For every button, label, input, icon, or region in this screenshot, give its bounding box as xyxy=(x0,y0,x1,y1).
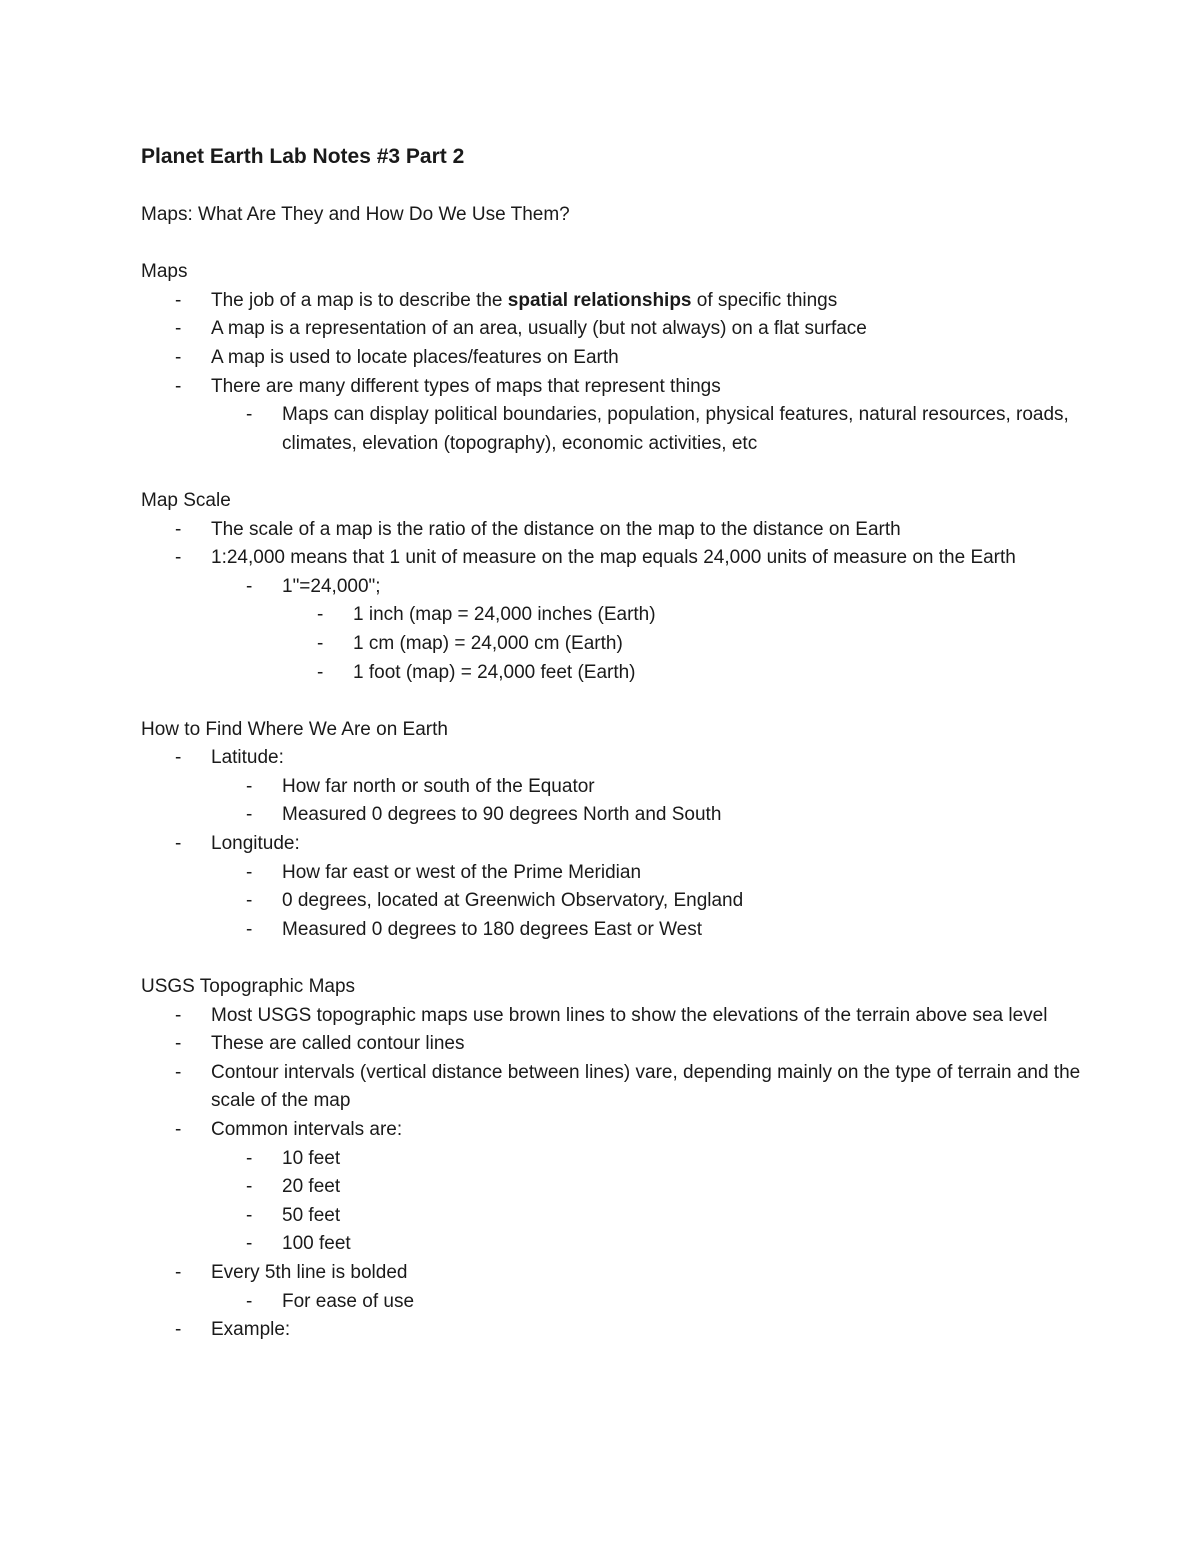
item-text: There are many different types of maps that represent things xyxy=(211,375,721,397)
list-item xyxy=(141,1030,1081,1059)
intervals-sublist xyxy=(141,1145,1081,1259)
item-text: Common intervals are: xyxy=(211,1119,403,1140)
list-item xyxy=(141,659,1081,688)
item-text: 1 cm (map) = 24,000 cm (Earth) xyxy=(353,632,623,654)
item-text: 1:24,000 means that 1 unit of measure on the map equals 24,000 units of measure on the Earth xyxy=(211,547,1016,569)
bullet-dash: - xyxy=(246,890,253,912)
list-item xyxy=(141,1316,1081,1345)
list-item xyxy=(141,315,1081,344)
item-text: 10 feet xyxy=(282,1147,341,1169)
item-text: 1"=24,000"; xyxy=(282,575,381,597)
bullet-dash: - xyxy=(175,1261,182,1283)
item-text: Most USGS topographic maps use brown lines to show the elevations of the terrain above sea level xyxy=(211,1004,1048,1026)
bullet-dash: - xyxy=(246,404,253,426)
bullet-dash: - xyxy=(175,289,182,311)
location-list xyxy=(141,744,1081,773)
maps-sublist xyxy=(141,401,1081,458)
item-text: 20 feet xyxy=(282,1176,341,1198)
list-item xyxy=(141,1259,1081,1288)
section-location xyxy=(141,716,1081,945)
bullet-dash: - xyxy=(175,518,182,540)
bullet-dash: - xyxy=(175,833,182,855)
list-item xyxy=(141,601,1081,630)
bullet-dash: - xyxy=(175,1004,182,1026)
bullet-dash: - xyxy=(175,1061,182,1083)
item-text: Example: xyxy=(211,1319,291,1341)
scale-subsublist xyxy=(141,601,1081,687)
latitude-sublist xyxy=(141,773,1081,830)
list-item xyxy=(141,573,1081,602)
bullet-dash: - xyxy=(175,346,182,368)
maps-list xyxy=(141,287,1081,401)
section-usgs xyxy=(141,973,1081,1345)
list-item xyxy=(141,1288,1081,1317)
list-item xyxy=(141,916,1081,945)
item-text: For ease of use xyxy=(282,1290,415,1312)
usgs-list xyxy=(141,1002,1081,1145)
item-text: 1 foot (map) = 24,000 feet (Earth) xyxy=(353,661,636,683)
bullet-dash: - xyxy=(317,632,324,654)
item-text: The job of a map is to describe the xyxy=(211,289,508,311)
bullet-dash: - xyxy=(246,775,253,797)
bullet-dash: - xyxy=(317,661,324,683)
list-item xyxy=(141,1173,1081,1202)
bullet-dash: - xyxy=(246,1204,253,1226)
item-text-bold: spatial relationships xyxy=(507,289,692,311)
list-item xyxy=(141,1059,1081,1116)
list-item xyxy=(141,1145,1081,1174)
list-item xyxy=(141,1230,1081,1259)
section-heading-usgs: USGS Topographic Maps xyxy=(141,976,356,998)
item-text: of specific things xyxy=(691,289,838,311)
bullet-dash: - xyxy=(246,804,253,826)
item-text: Longitude: xyxy=(211,833,300,855)
list-item xyxy=(141,401,1081,458)
list-item xyxy=(141,1002,1081,1031)
bullet-dash: - xyxy=(246,861,253,883)
list-item xyxy=(141,373,1081,402)
list-item xyxy=(141,544,1081,573)
item-text: A map is a representation of an area, usually (but not always) on a flat surface xyxy=(211,318,867,340)
bullet-dash: - xyxy=(175,1033,182,1055)
bullet-dash: - xyxy=(246,918,253,940)
usgs-list-2 xyxy=(141,1259,1081,1288)
item-text: 0 degrees, located at Greenwich Observatory, England xyxy=(282,890,744,912)
longitude-sublist xyxy=(141,859,1081,945)
item-text: 100 feet xyxy=(282,1233,351,1255)
scale-list xyxy=(141,516,1081,573)
list-item xyxy=(141,773,1081,802)
section-heading-location: How to Find Where We Are on Earth xyxy=(141,718,448,740)
section-heading-maps: Maps xyxy=(141,261,188,283)
list-item xyxy=(141,830,1081,859)
item-text: Maps can display political boundaries, population, physical features, natural resources, roads, climates, elevation (topography), economic activities, etc xyxy=(282,404,1069,454)
bolded-sublist xyxy=(141,1288,1081,1317)
item-text: Contour intervals (vertical distance between lines) vare, depending mainly on the type of terrain and the scale of the map xyxy=(211,1061,1081,1112)
section-map-scale xyxy=(141,487,1081,687)
bullet-dash: - xyxy=(246,1233,253,1255)
item-text: Measured 0 degrees to 90 degrees North and South xyxy=(282,804,722,826)
bullet-dash: - xyxy=(175,375,182,397)
item-text: Measured 0 degrees to 180 degrees East or West xyxy=(282,918,703,940)
bullet-dash: - xyxy=(175,318,182,340)
bullet-dash: - xyxy=(175,1119,182,1140)
bullet-dash: - xyxy=(246,1290,253,1312)
list-item xyxy=(141,887,1081,916)
item-text: How far east or west of the Prime Meridian xyxy=(282,861,642,883)
item-text: How far north or south of the Equator xyxy=(282,775,595,797)
bullet-dash: - xyxy=(317,604,324,626)
list-item xyxy=(141,516,1081,545)
page-title: Planet Earth Lab Notes #3 Part 2 xyxy=(141,145,465,168)
item-text: 1 inch (map = 24,000 inches (Earth) xyxy=(353,604,656,626)
list-item xyxy=(141,744,1081,773)
bullet-dash: - xyxy=(175,1319,182,1341)
list-item xyxy=(141,801,1081,830)
usgs-list-3 xyxy=(141,1316,1081,1345)
item-text: Latitude: xyxy=(211,747,284,769)
list-item xyxy=(141,859,1081,888)
bullet-dash: - xyxy=(175,547,182,569)
list-item xyxy=(141,344,1081,373)
bullet-dash: - xyxy=(175,747,182,769)
item-text: A map is used to locate places/features on Earth xyxy=(211,346,619,368)
bullet-dash: - xyxy=(246,1176,253,1198)
page-subtitle: Maps: What Are They and How Do We Use Them? xyxy=(141,204,570,225)
list-item xyxy=(141,287,1081,316)
location-list-2 xyxy=(141,830,1081,859)
item-text: 50 feet xyxy=(282,1204,341,1226)
list-item xyxy=(141,1116,1081,1145)
bullet-dash: - xyxy=(246,575,253,597)
scale-sublist xyxy=(141,573,1081,602)
list-item xyxy=(141,630,1081,659)
document-page xyxy=(141,143,1081,1373)
list-item xyxy=(141,1202,1081,1231)
item-text: Every 5th line is bolded xyxy=(211,1261,408,1283)
item-text: The scale of a map is the ratio of the distance on the map to the distance on Earth xyxy=(211,518,901,540)
section-heading-map-scale: Map Scale xyxy=(141,489,231,511)
item-text: These are called contour lines xyxy=(211,1033,465,1055)
section-maps xyxy=(141,258,1081,458)
bullet-dash: - xyxy=(246,1147,253,1169)
